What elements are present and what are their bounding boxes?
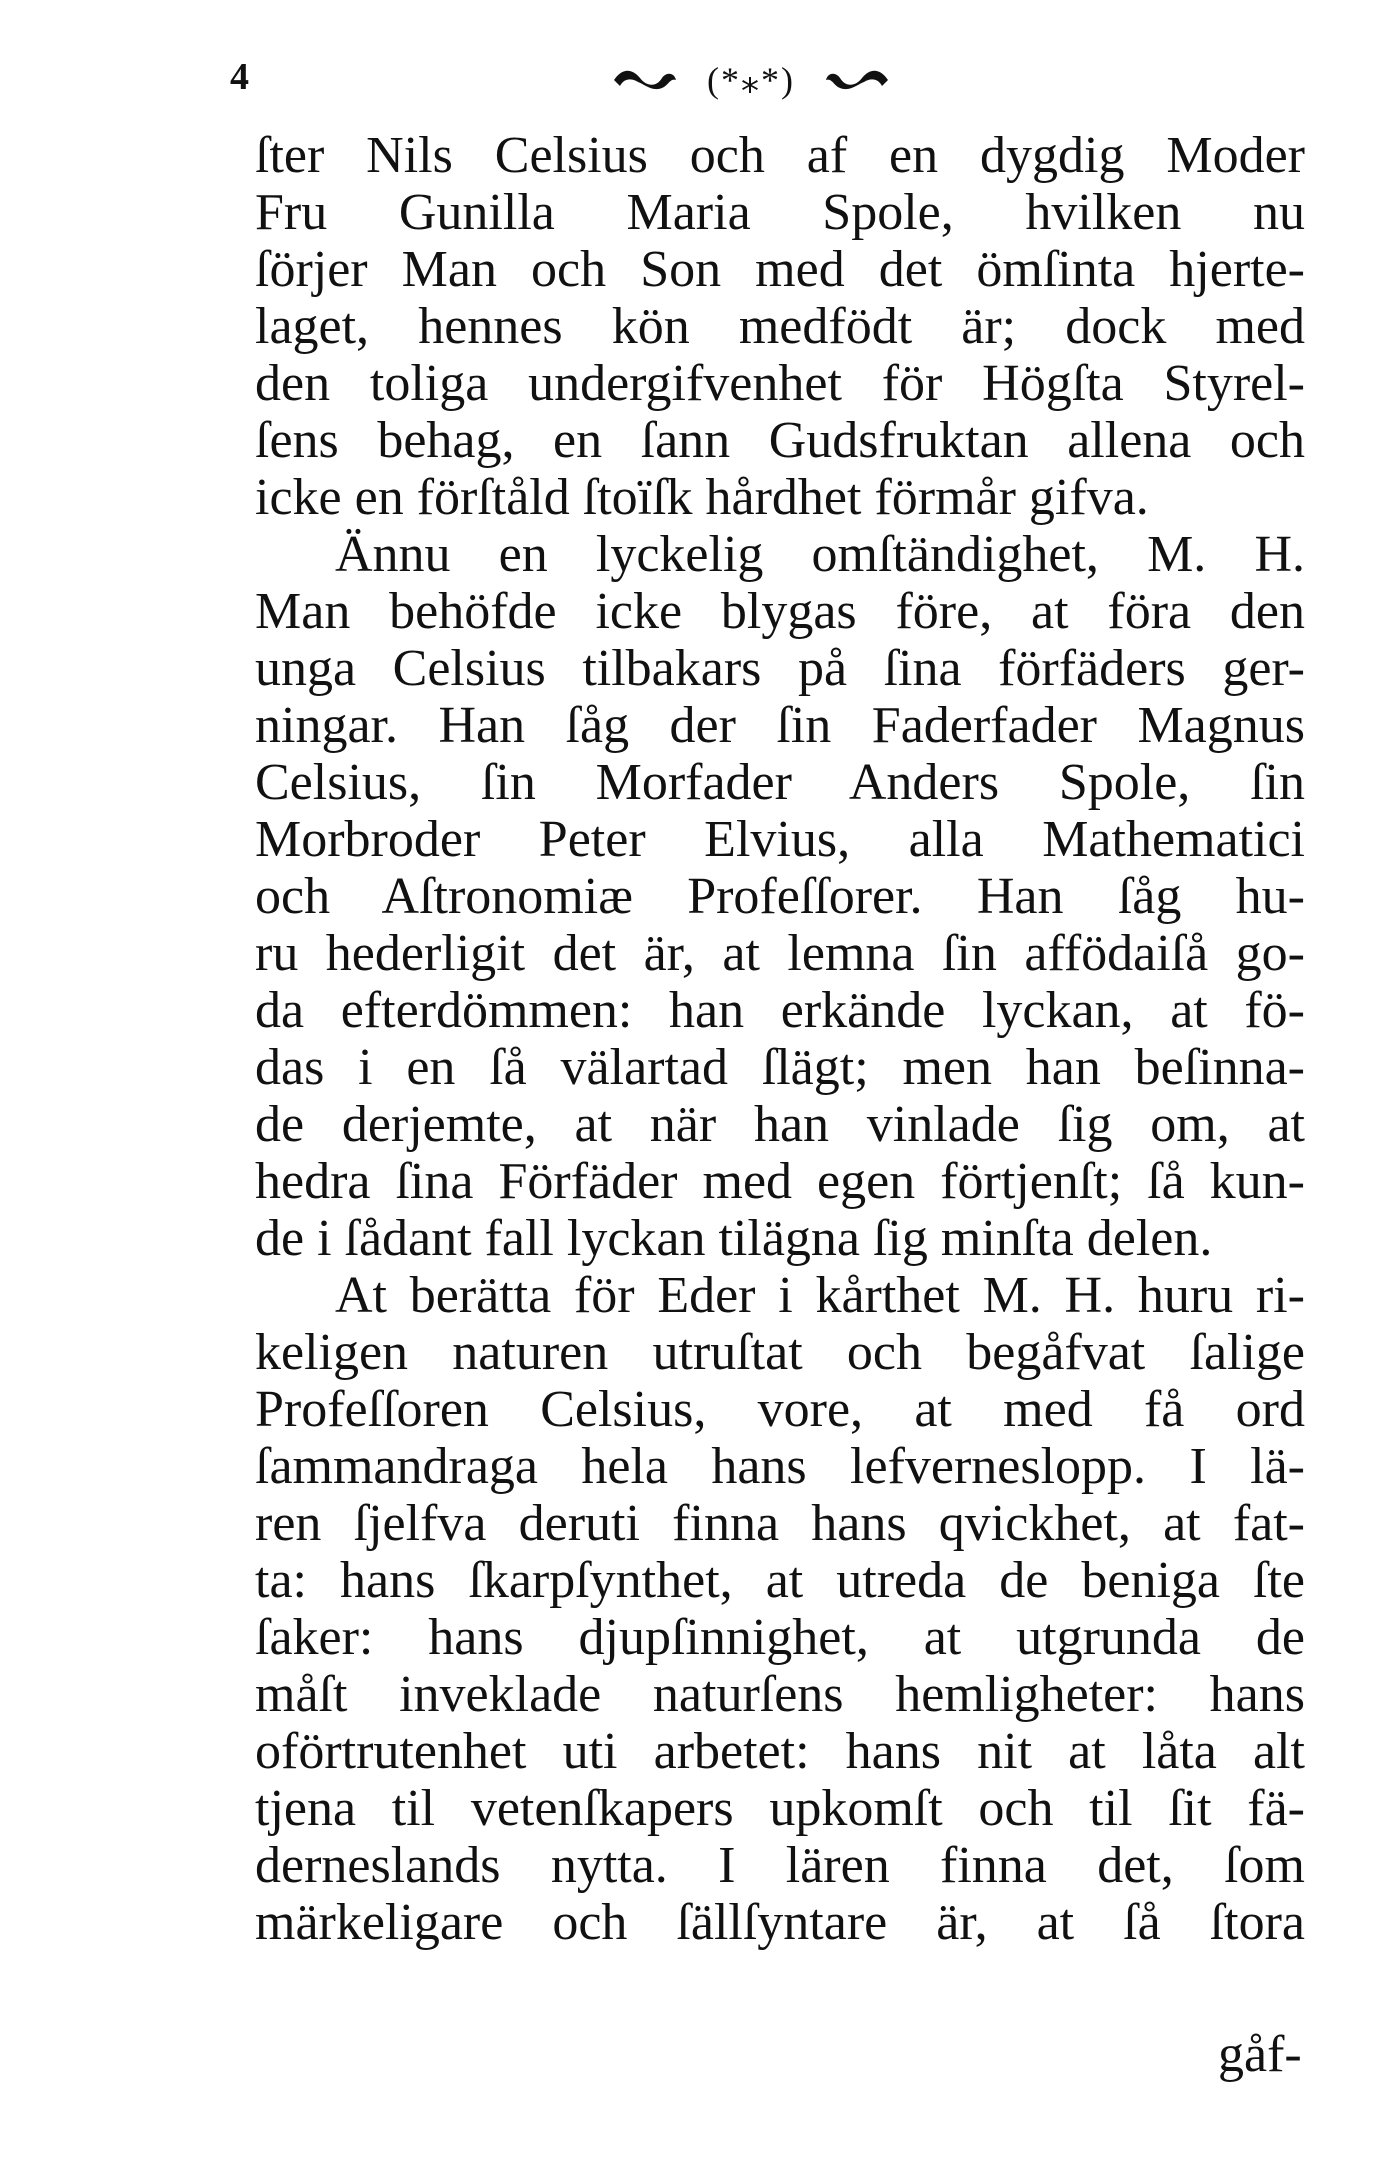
text-line: keligen naturen utruſtat och begåfvat ſalige — [255, 1324, 1305, 1381]
text-line: märkeligare och ſällſyntare är, at ſå ſtora — [255, 1894, 1305, 1951]
text-line: och Aſtronomiæ Profeſſorer. Han ſåg hu- — [255, 868, 1305, 925]
ornament-text: (*⁎*) — [707, 59, 795, 100]
header-ornament — [610, 55, 892, 101]
text-line: Fru Gunilla Maria Spole, hvilken nu — [255, 184, 1305, 241]
text-line: unga Celsius tilbakars på ſina förfäders ger- — [255, 640, 1305, 697]
text-line: den toliga undergifvenhet för Högſta Styrel- — [255, 355, 1305, 412]
text-line: laget, hennes kön medfödt är; dock med — [255, 298, 1305, 355]
text-line: derneslands nytta. I lären finna det, ſom — [255, 1837, 1305, 1894]
text-line: Ännu en lyckelig omſtändighet, M. H. — [335, 526, 1305, 583]
text-line: Morbroder Peter Elvius, alla Mathematici — [255, 811, 1305, 868]
text-line: de derjemte, at när han vinlade ſig om, at — [255, 1096, 1305, 1153]
text-line: ſter Nils Celsius och af en dygdig Moder — [255, 127, 1305, 184]
ornament-left-icon — [610, 66, 680, 94]
page-number: 4 — [230, 56, 249, 98]
ornament-right-icon — [822, 66, 892, 94]
text-line: Celsius, ſin Morfader Anders Spole, ſin — [255, 754, 1305, 811]
running-header — [230, 55, 1330, 115]
text-line: ſörjer Man och Son med det ömſinta hjerte- — [255, 241, 1305, 298]
text-line: ningar. Han ſåg der ſin Faderfader Magnus — [255, 697, 1305, 754]
text-line: de i ſådant fall lyckan tilägna ſig minſta delen. — [255, 1210, 1213, 1267]
text-line: Man behöfde icke blygas före, at föra den — [255, 583, 1305, 640]
text-line: ſaker: hans djupſinnighet, at utgrunda de — [255, 1609, 1305, 1666]
text-line: Profeſſoren Celsius, vore, at med få ord — [255, 1381, 1305, 1438]
text-line: das i en ſå välartad ſlägt; men han beſinna- — [255, 1039, 1305, 1096]
body-text — [255, 127, 1305, 1951]
text-line: ta: hans ſkarpſynthet, at utreda de beniga ſte — [255, 1552, 1305, 1609]
text-line: ru hederligit det är, at lemna ſin affödaiſå go- — [255, 925, 1305, 982]
text-line: At berätta för Eder i kårthet M. H. huru ri- — [335, 1267, 1305, 1324]
text-line: måſt inveklade naturſens hemligheter: hans — [255, 1666, 1305, 1723]
text-line: oförtrutenhet uti arbetet: hans nit at låta alt — [255, 1723, 1305, 1780]
text-line: icke en förſtåld ſtoïſk hårdhet förmår gifva. — [255, 469, 1149, 526]
text-line: da efterdömmen: han erkände lyckan, at fö- — [255, 982, 1305, 1039]
text-line: ſens behag, en ſann Gudsfruktan allena och — [255, 412, 1305, 469]
text-line: ſammandraga hela hans lefverneslopp. I lä- — [255, 1438, 1305, 1495]
text-line: tjena til vetenſkapers upkomſt och til ſit fä- — [255, 1780, 1305, 1837]
text-line: ren ſjelfva deruti finna hans qvickhet, at fat- — [255, 1495, 1305, 1552]
text-line: hedra ſina Förfäder med egen förtjenſt; ſå kun- — [255, 1153, 1305, 1210]
catchword: gåf- — [1218, 2026, 1302, 2083]
